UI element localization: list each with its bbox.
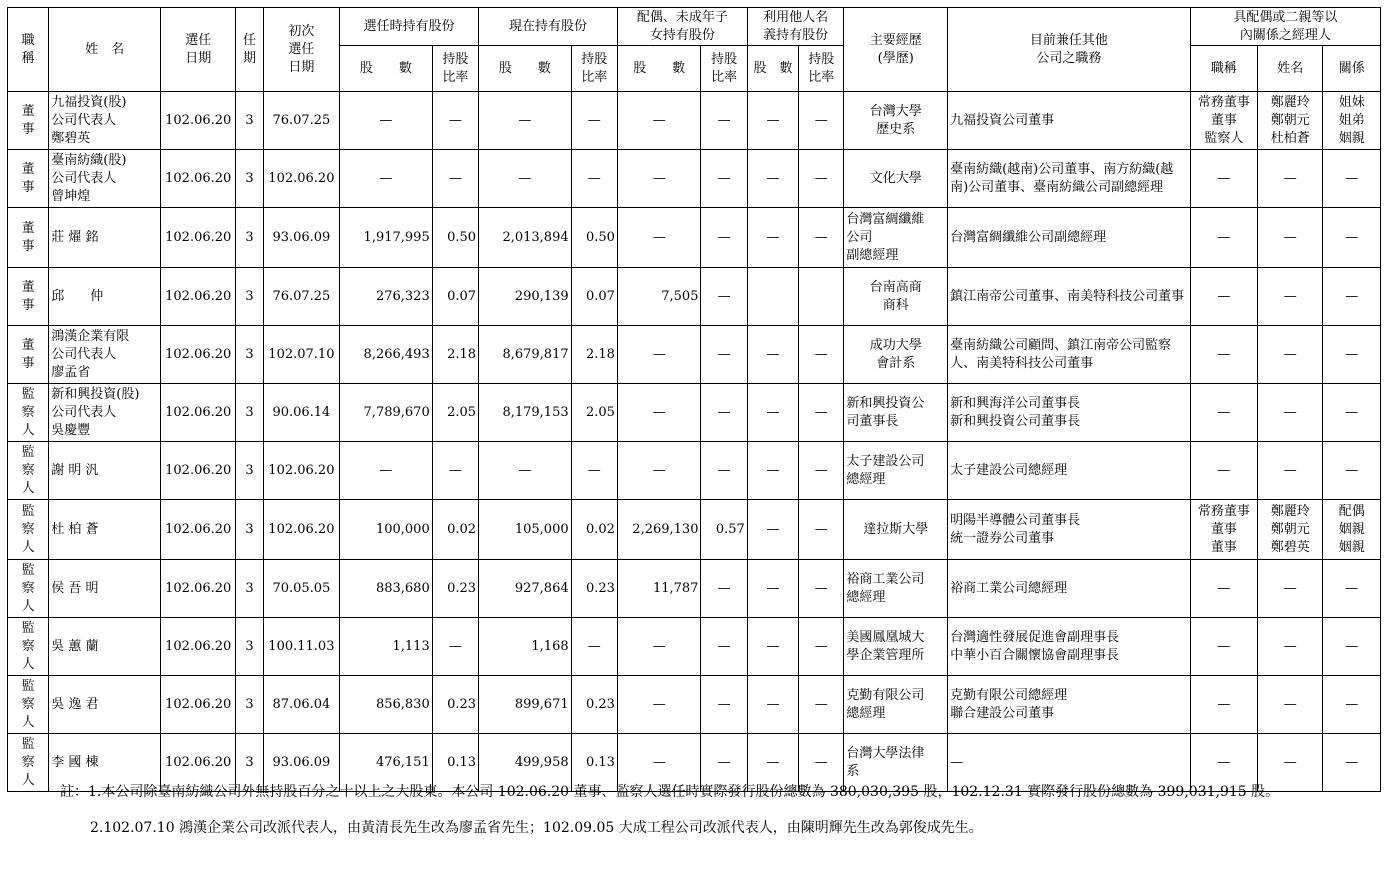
cell-name: 邱 仲 bbox=[49, 268, 161, 326]
cell-spouse-shares: 2,269,130 bbox=[617, 500, 701, 560]
cell-rel-title: — bbox=[1190, 560, 1257, 618]
footnote-1: 註：1.本公司除臺南紡織公司外無持股百分之十以上之大股東。本公司 102.06.20 董事、監察人選任時實際發行股份總數為 380,030,395 股，102.12.31 實際發行股份總數為 399,031,915 股。 bbox=[60, 784, 1280, 800]
cell-spouse-shares: — bbox=[617, 618, 701, 676]
subheader-shares: 股 數 bbox=[340, 46, 433, 92]
cell-nominee-shares: — bbox=[747, 208, 798, 268]
cell-spouse-ratio: — bbox=[701, 560, 747, 618]
header-shares-elected: 選任時持有股份 bbox=[340, 8, 479, 46]
cell-spouse-ratio: — bbox=[701, 326, 747, 384]
cell-current-ratio: 0.50 bbox=[571, 208, 617, 268]
cell-nominee-ratio: — bbox=[799, 150, 844, 208]
cell-elected-shares: — bbox=[340, 150, 433, 208]
cell-experience: 文化大學 bbox=[844, 150, 948, 208]
header-experience: 主要經歷 (學歷) bbox=[844, 8, 948, 92]
cell-first-elected: 102.07.10 bbox=[263, 326, 339, 384]
cell-first-elected: 93.06.09 bbox=[263, 734, 339, 792]
cell-elected-shares: 1,113 bbox=[340, 618, 433, 676]
cell-nominee-ratio: — bbox=[799, 442, 844, 500]
table-row bbox=[8, 150, 1381, 208]
cell-rel-relation: — bbox=[1323, 442, 1381, 500]
cell-term: 3 bbox=[236, 676, 263, 734]
cell-rel-title: 常務董事 董事 監察人 bbox=[1190, 92, 1257, 150]
cell-current-shares: — bbox=[479, 442, 572, 500]
cell-nominee-shares: — bbox=[747, 384, 798, 442]
cell-nominee-ratio: — bbox=[799, 500, 844, 560]
cell-first-elected: 102.06.20 bbox=[263, 500, 339, 560]
cell-current-shares: 499,958 bbox=[479, 734, 572, 792]
cell-rel-name: 鄭麗玲 鄭朝元 杜柏蒼 bbox=[1258, 92, 1323, 150]
cell-experience: 新和興投資公 司董事長 bbox=[844, 384, 948, 442]
header-name: 姓 名 bbox=[49, 8, 161, 92]
cell-current-ratio: — bbox=[571, 442, 617, 500]
cell-first-elected: 93.06.09 bbox=[263, 208, 339, 268]
cell-spouse-ratio: — bbox=[701, 268, 747, 326]
cell-nominee-ratio: — bbox=[799, 618, 844, 676]
cell-rel-name: 鄭麗玲 鄭朝元 鄭碧英 bbox=[1258, 500, 1323, 560]
header-elected-date: 選任 日期 bbox=[160, 8, 235, 92]
cell-rel-title: — bbox=[1190, 442, 1257, 500]
cell-other-positions: 臺南紡織公司顧問、鎮江南帝公司監察人、南美特科技公司董事 bbox=[948, 326, 1191, 384]
cell-other-positions: — bbox=[948, 734, 1191, 792]
cell-first-elected: 100.11.03 bbox=[263, 618, 339, 676]
cell-elected-ratio: 0.50 bbox=[432, 208, 478, 268]
cell-rel-name: — bbox=[1258, 150, 1323, 208]
cell-name: 莊 燿 銘 bbox=[49, 208, 161, 268]
subheader-rel-relation: 關係 bbox=[1323, 46, 1381, 92]
cell-name: 吳 蕙 蘭 bbox=[49, 618, 161, 676]
cell-experience: 台灣大學 歷史系 bbox=[844, 92, 948, 150]
cell-current-ratio: — bbox=[571, 618, 617, 676]
cell-spouse-shares: 11,787 bbox=[617, 560, 701, 618]
cell-elected-shares: — bbox=[340, 92, 433, 150]
cell-other-positions: 台灣富綢纖維公司副總經理 bbox=[948, 208, 1191, 268]
cell-elected-date: 102.06.20 bbox=[160, 326, 235, 384]
cell-nominee-ratio: — bbox=[799, 384, 844, 442]
cell-first-elected: 102.06.20 bbox=[263, 150, 339, 208]
cell-first-elected: 70.05.05 bbox=[263, 560, 339, 618]
cell-elected-ratio: 0.13 bbox=[432, 734, 478, 792]
header-other-positions: 目前兼任其他 公司之職務 bbox=[948, 8, 1191, 92]
cell-rel-title: — bbox=[1190, 208, 1257, 268]
cell-elected-ratio: 0.07 bbox=[432, 268, 478, 326]
cell-rel-relation: — bbox=[1323, 384, 1381, 442]
directors-table bbox=[7, 7, 1381, 792]
cell-elected-shares: 7,789,670 bbox=[340, 384, 433, 442]
cell-spouse-ratio: — bbox=[701, 618, 747, 676]
cell-other-positions: 明陽半導體公司董事長 統一證券公司董事 bbox=[948, 500, 1191, 560]
cell-term: 3 bbox=[236, 150, 263, 208]
cell-nominee-shares: — bbox=[747, 734, 798, 792]
cell-other-positions: 克勤有限公司總經理 聯合建設公司董事 bbox=[948, 676, 1191, 734]
subheader-shares: 股 數 bbox=[747, 46, 798, 92]
cell-experience: 台南高商 商科 bbox=[844, 268, 948, 326]
cell-current-ratio: — bbox=[571, 150, 617, 208]
cell-elected-date: 102.06.20 bbox=[160, 442, 235, 500]
header-shares-nominee: 利用他人名 義持有股份 bbox=[747, 8, 844, 46]
cell-nominee-shares: — bbox=[747, 618, 798, 676]
cell-rel-relation: — bbox=[1323, 150, 1381, 208]
cell-term: 3 bbox=[236, 92, 263, 150]
cell-elected-ratio: 0.23 bbox=[432, 676, 478, 734]
cell-rel-relation: — bbox=[1323, 560, 1381, 618]
cell-other-positions: 太子建設公司總經理 bbox=[948, 442, 1191, 500]
cell-current-ratio: 0.23 bbox=[571, 676, 617, 734]
cell-name: 九福投資(股) 公司代表人 鄭碧英 bbox=[49, 92, 161, 150]
cell-nominee-ratio: — bbox=[799, 734, 844, 792]
header-relatives: 具配偶或二親等以 內關係之經理人 bbox=[1190, 8, 1380, 46]
cell-spouse-shares: 7,505 bbox=[617, 268, 701, 326]
cell-name: 謝 明 汎 bbox=[49, 442, 161, 500]
cell-elected-date: 102.06.20 bbox=[160, 208, 235, 268]
subheader-rel-title: 職稱 bbox=[1190, 46, 1257, 92]
cell-rel-name: — bbox=[1258, 560, 1323, 618]
cell-elected-ratio: 0.02 bbox=[432, 500, 478, 560]
cell-current-shares: 2,013,894 bbox=[479, 208, 572, 268]
cell-term: 3 bbox=[236, 560, 263, 618]
cell-experience: 台灣大學法律 系 bbox=[844, 734, 948, 792]
table-row bbox=[8, 326, 1381, 384]
cell-first-elected: 87.06.04 bbox=[263, 676, 339, 734]
cell-elected-shares: 476,151 bbox=[340, 734, 433, 792]
cell-first-elected: 76.07.25 bbox=[263, 268, 339, 326]
subheader-ratio: 持股 比率 bbox=[571, 46, 617, 92]
cell-elected-date: 102.06.20 bbox=[160, 92, 235, 150]
cell-elected-ratio: 2.18 bbox=[432, 326, 478, 384]
cell-nominee-shares: — bbox=[747, 560, 798, 618]
cell-experience: 達拉斯大學 bbox=[844, 500, 948, 560]
cell-current-shares: 8,679,817 bbox=[479, 326, 572, 384]
cell-rel-title: — bbox=[1190, 618, 1257, 676]
cell-rel-relation: — bbox=[1323, 734, 1381, 792]
cell-current-ratio: 0.02 bbox=[571, 500, 617, 560]
cell-elected-ratio: — bbox=[432, 92, 478, 150]
cell-nominee-ratio: — bbox=[799, 676, 844, 734]
cell-rel-title: — bbox=[1190, 268, 1257, 326]
cell-title: 董 事 bbox=[8, 150, 49, 208]
cell-first-elected: 102.06.20 bbox=[263, 442, 339, 500]
cell-title: 監 察 人 bbox=[8, 560, 49, 618]
cell-nominee-shares: — bbox=[747, 150, 798, 208]
cell-elected-date: 102.06.20 bbox=[160, 384, 235, 442]
cell-other-positions: 台灣適性發展促進會副理事長 中華小百合關懷協會副理事長 bbox=[948, 618, 1191, 676]
cell-term: 3 bbox=[236, 618, 263, 676]
cell-other-positions: 鎮江南帝公司董事、南美特科技公司董事 bbox=[948, 268, 1191, 326]
cell-elected-ratio: — bbox=[432, 150, 478, 208]
table-body bbox=[8, 92, 1381, 792]
cell-rel-title: — bbox=[1190, 676, 1257, 734]
cell-rel-name: — bbox=[1258, 442, 1323, 500]
cell-spouse-shares: — bbox=[617, 150, 701, 208]
cell-elected-date: 102.06.20 bbox=[160, 560, 235, 618]
table-row bbox=[8, 500, 1381, 560]
header-term: 任 期 bbox=[236, 8, 263, 92]
cell-title: 監 察 人 bbox=[8, 442, 49, 500]
cell-title: 董 事 bbox=[8, 268, 49, 326]
cell-spouse-shares: — bbox=[617, 676, 701, 734]
cell-experience: 美國鳳凰城大 學企業管理所 bbox=[844, 618, 948, 676]
cell-spouse-ratio: — bbox=[701, 208, 747, 268]
cell-rel-name: — bbox=[1258, 676, 1323, 734]
subheader-ratio: 持股 比率 bbox=[432, 46, 478, 92]
cell-current-ratio: 0.23 bbox=[571, 560, 617, 618]
header-shares-spouse: 配偶、未成年子 女持有股份 bbox=[617, 8, 747, 46]
cell-current-shares: — bbox=[479, 92, 572, 150]
cell-spouse-shares: — bbox=[617, 734, 701, 792]
cell-rel-relation: 姐妹 姐弟 姻親 bbox=[1323, 92, 1381, 150]
cell-current-shares: 8,179,153 bbox=[479, 384, 572, 442]
cell-nominee-ratio: — bbox=[799, 326, 844, 384]
cell-rel-relation: — bbox=[1323, 326, 1381, 384]
cell-current-ratio: 0.13 bbox=[571, 734, 617, 792]
cell-other-positions: 新和興海洋公司董事長 新和興投資公司董事長 bbox=[948, 384, 1191, 442]
cell-elected-ratio: — bbox=[432, 442, 478, 500]
cell-term: 3 bbox=[236, 442, 263, 500]
cell-term: 3 bbox=[236, 208, 263, 268]
cell-experience: 太子建設公司 總經理 bbox=[844, 442, 948, 500]
cell-spouse-ratio: — bbox=[701, 384, 747, 442]
cell-rel-relation: — bbox=[1323, 618, 1381, 676]
table-row bbox=[8, 92, 1381, 150]
table-row bbox=[8, 618, 1381, 676]
cell-name: 侯 吾 明 bbox=[49, 560, 161, 618]
table-row bbox=[8, 384, 1381, 442]
cell-term: 3 bbox=[236, 734, 263, 792]
cell-spouse-ratio: 0.57 bbox=[701, 500, 747, 560]
cell-rel-name: — bbox=[1258, 326, 1323, 384]
cell-title: 監 察 人 bbox=[8, 384, 49, 442]
cell-other-positions: 裕商工業公司總經理 bbox=[948, 560, 1191, 618]
table-row bbox=[8, 676, 1381, 734]
cell-rel-title: 常務董事 董事 董事 bbox=[1190, 500, 1257, 560]
cell-current-shares: 290,139 bbox=[479, 268, 572, 326]
cell-term: 3 bbox=[236, 326, 263, 384]
subheader-shares: 股 數 bbox=[479, 46, 572, 92]
table-row bbox=[8, 442, 1381, 500]
cell-other-positions: 臺南紡織(越南)公司董事、南方紡織(越南)公司董事、臺南紡織公司副總經理 bbox=[948, 150, 1191, 208]
cell-name: 鴻漢企業有限 公司代表人 廖孟省 bbox=[49, 326, 161, 384]
cell-rel-title: — bbox=[1190, 734, 1257, 792]
cell-title: 董 事 bbox=[8, 326, 49, 384]
cell-name: 李 國 棟 bbox=[49, 734, 161, 792]
cell-spouse-ratio: — bbox=[701, 734, 747, 792]
cell-current-shares: 899,671 bbox=[479, 676, 572, 734]
cell-rel-relation: 配偶 姻親 姻親 bbox=[1323, 500, 1381, 560]
cell-rel-relation: — bbox=[1323, 676, 1381, 734]
table-row bbox=[8, 208, 1381, 268]
cell-other-positions: 九福投資公司董事 bbox=[948, 92, 1191, 150]
subheader-rel-name: 姓名 bbox=[1258, 46, 1323, 92]
cell-current-ratio: 2.18 bbox=[571, 326, 617, 384]
cell-term: 3 bbox=[236, 500, 263, 560]
cell-rel-title: — bbox=[1190, 384, 1257, 442]
subheader-ratio: 持股 比率 bbox=[701, 46, 747, 92]
header-title: 職 稱 bbox=[8, 8, 49, 92]
cell-nominee-ratio: — bbox=[799, 92, 844, 150]
cell-title: 董 事 bbox=[8, 92, 49, 150]
cell-nominee-shares: — bbox=[747, 442, 798, 500]
cell-nominee-shares bbox=[747, 268, 798, 326]
cell-spouse-ratio: — bbox=[701, 676, 747, 734]
cell-nominee-shares: — bbox=[747, 92, 798, 150]
cell-rel-name: — bbox=[1258, 208, 1323, 268]
header-first-elected: 初次 選任 日期 bbox=[263, 8, 339, 92]
cell-elected-shares: 276,323 bbox=[340, 268, 433, 326]
cell-nominee-ratio: — bbox=[799, 560, 844, 618]
cell-rel-title: — bbox=[1190, 326, 1257, 384]
cell-name: 臺南紡織(股) 公司代表人 曾坤煌 bbox=[49, 150, 161, 208]
cell-spouse-ratio: — bbox=[701, 92, 747, 150]
cell-current-shares: 1,168 bbox=[479, 618, 572, 676]
footnote-2: 2.102.07.10 鴻漢企業公司改派代表人，由黃清長先生改為廖孟省先生；102.09.05 大成工程公司改派代表人，由陳明輝先生改為郭俊成先生。 bbox=[90, 820, 983, 836]
cell-elected-shares: — bbox=[340, 442, 433, 500]
cell-title: 監 察 人 bbox=[8, 618, 49, 676]
cell-nominee-shares: — bbox=[747, 676, 798, 734]
cell-term: 3 bbox=[236, 384, 263, 442]
cell-experience: 成功大學 會計系 bbox=[844, 326, 948, 384]
cell-current-shares: 105,000 bbox=[479, 500, 572, 560]
cell-elected-date: 102.06.20 bbox=[160, 150, 235, 208]
subheader-shares: 股 數 bbox=[617, 46, 701, 92]
footnotes bbox=[60, 781, 1385, 839]
cell-experience: 裕商工業公司 總經理 bbox=[844, 560, 948, 618]
cell-term: 3 bbox=[236, 268, 263, 326]
cell-elected-ratio: 2.05 bbox=[432, 384, 478, 442]
cell-elected-date: 102.06.20 bbox=[160, 734, 235, 792]
cell-spouse-shares: — bbox=[617, 208, 701, 268]
cell-current-ratio: 2.05 bbox=[571, 384, 617, 442]
directors-table-container bbox=[7, 7, 1381, 792]
cell-rel-name: — bbox=[1258, 268, 1323, 326]
cell-elected-shares: 8,266,493 bbox=[340, 326, 433, 384]
cell-nominee-ratio bbox=[799, 268, 844, 326]
cell-spouse-ratio: — bbox=[701, 150, 747, 208]
cell-spouse-shares: — bbox=[617, 442, 701, 500]
cell-rel-name: — bbox=[1258, 618, 1323, 676]
cell-first-elected: 90.06.14 bbox=[263, 384, 339, 442]
cell-current-shares: 927,864 bbox=[479, 560, 572, 618]
header-shares-current: 現在持有股份 bbox=[479, 8, 618, 46]
cell-current-ratio: 0.07 bbox=[571, 268, 617, 326]
cell-current-shares: — bbox=[479, 150, 572, 208]
table-row bbox=[8, 268, 1381, 326]
cell-experience: 台灣富綢纖維 公司 副總經理 bbox=[844, 208, 948, 268]
subheader-ratio: 持股 比率 bbox=[799, 46, 844, 92]
cell-current-ratio: — bbox=[571, 92, 617, 150]
cell-name: 吳 逸 君 bbox=[49, 676, 161, 734]
cell-name: 杜 柏 蒼 bbox=[49, 500, 161, 560]
cell-spouse-shares: — bbox=[617, 384, 701, 442]
cell-title: 董 事 bbox=[8, 208, 49, 268]
cell-elected-shares: 1,917,995 bbox=[340, 208, 433, 268]
cell-rel-name: — bbox=[1258, 384, 1323, 442]
cell-title: 監 察 人 bbox=[8, 676, 49, 734]
cell-elected-date: 102.06.20 bbox=[160, 676, 235, 734]
cell-elected-ratio: — bbox=[432, 618, 478, 676]
cell-nominee-shares: — bbox=[747, 500, 798, 560]
cell-title: 監 察 人 bbox=[8, 734, 49, 792]
cell-rel-relation: — bbox=[1323, 268, 1381, 326]
cell-first-elected: 76.07.25 bbox=[263, 92, 339, 150]
cell-elected-shares: 100,000 bbox=[340, 500, 433, 560]
table-row bbox=[8, 560, 1381, 618]
cell-elected-date: 102.06.20 bbox=[160, 500, 235, 560]
cell-experience: 克勤有限公司 總經理 bbox=[844, 676, 948, 734]
cell-rel-name: — bbox=[1258, 734, 1323, 792]
cell-rel-relation: — bbox=[1323, 208, 1381, 268]
cell-elected-ratio: 0.23 bbox=[432, 560, 478, 618]
cell-title: 監 察 人 bbox=[8, 500, 49, 560]
cell-rel-title: — bbox=[1190, 150, 1257, 208]
cell-elected-shares: 856,830 bbox=[340, 676, 433, 734]
cell-elected-date: 102.06.20 bbox=[160, 268, 235, 326]
cell-spouse-shares: — bbox=[617, 326, 701, 384]
cell-elected-date: 102.06.20 bbox=[160, 618, 235, 676]
cell-nominee-shares: — bbox=[747, 326, 798, 384]
cell-spouse-shares: — bbox=[617, 92, 701, 150]
cell-nominee-ratio: — bbox=[799, 208, 844, 268]
cell-elected-shares: 883,680 bbox=[340, 560, 433, 618]
cell-spouse-ratio: — bbox=[701, 442, 747, 500]
cell-name: 新和興投資(股) 公司代表人 吳慶豐 bbox=[49, 384, 161, 442]
